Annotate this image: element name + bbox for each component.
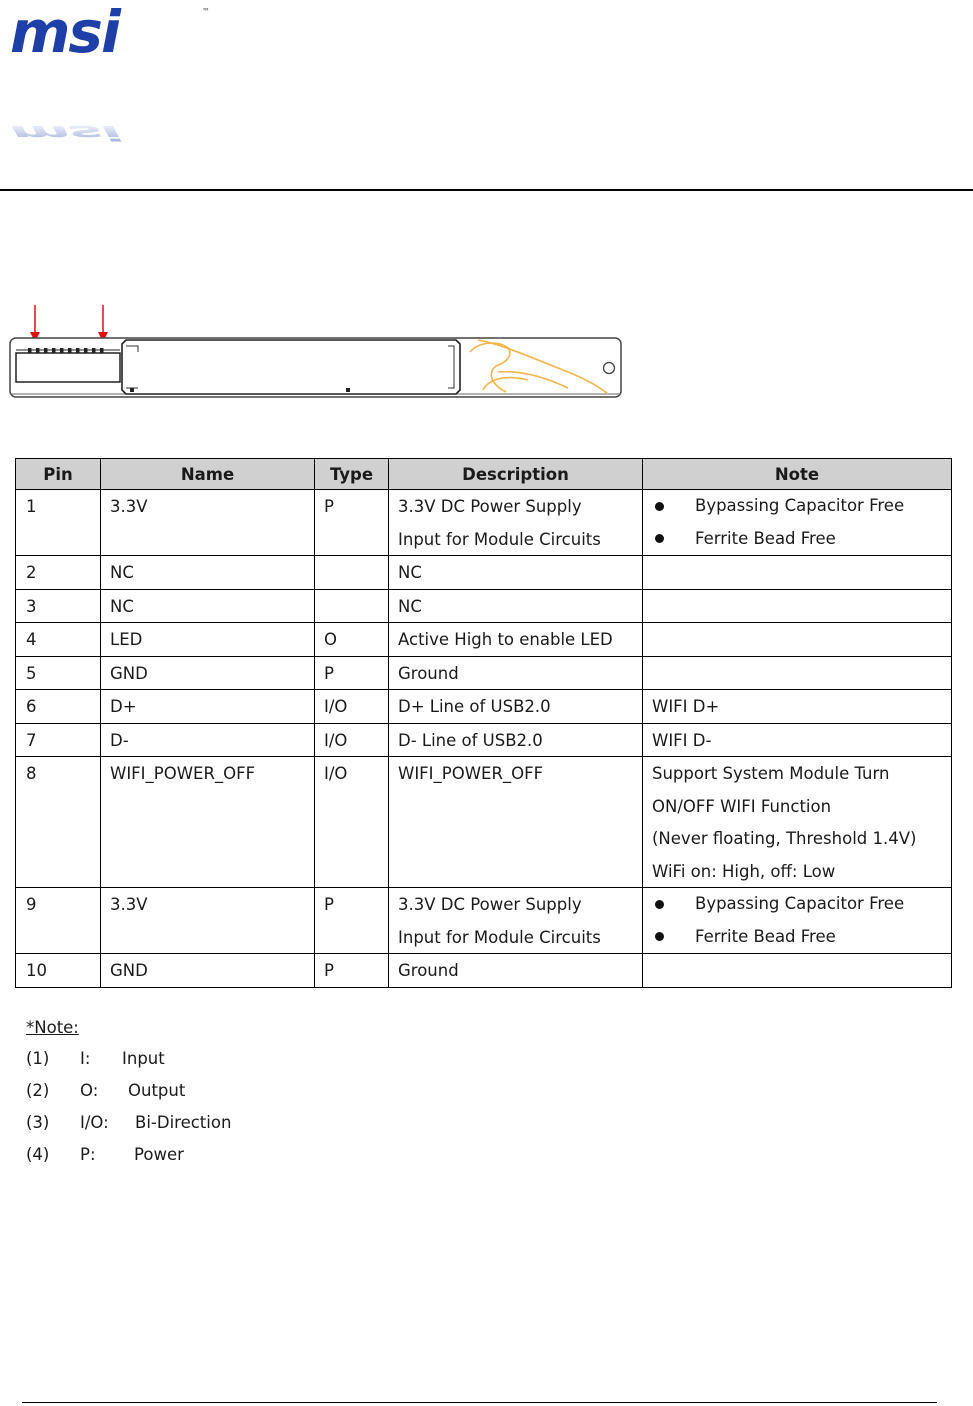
cell-note (643, 690, 952, 724)
note-item (26, 1107, 326, 1139)
note-bullet-text: Ferrite Bead Free (695, 926, 836, 946)
cell-pin (16, 656, 101, 690)
trademark-symbol: ™ (202, 7, 210, 16)
cell-description (389, 589, 643, 623)
pin-type (324, 556, 379, 589)
pin-number: 7 (26, 730, 37, 750)
table-row (16, 954, 952, 988)
bullet-icon (655, 534, 664, 543)
cell-description (389, 490, 643, 556)
cell-type (315, 690, 389, 724)
cell-pin (16, 888, 101, 954)
notes-title: *Note: (26, 1018, 79, 1037)
note-bullet-text: Ferrite Bead Free (695, 528, 836, 548)
cell-type (315, 490, 389, 556)
cell-name (101, 490, 315, 556)
table-row (16, 556, 952, 590)
pin-name: GND (110, 663, 148, 683)
pin-number: 6 (26, 697, 37, 716)
description-line: Active High to enable LED (398, 630, 613, 649)
pin-name: GND (110, 961, 148, 980)
pin-name: D- (110, 730, 129, 750)
description-line: NC (398, 596, 422, 616)
table-row (16, 690, 952, 724)
note-bullet-text: Bypassing Capacitor Free (695, 496, 905, 516)
cell-type (315, 888, 389, 954)
pin-type: P (324, 497, 334, 516)
note-code: O: (80, 1081, 99, 1100)
table-row (16, 490, 952, 556)
connector (16, 353, 120, 382)
description-line: Input for Module Circuits (398, 529, 601, 549)
note-number: (3) (26, 1113, 50, 1132)
header-note: Note (643, 459, 952, 490)
msi-logo (8, 0, 213, 145)
pin-name: NC (110, 563, 134, 582)
note-item (26, 1139, 326, 1171)
cell-type (315, 556, 389, 590)
pin-number: 8 (26, 764, 37, 783)
note-label: Bi-Direction (135, 1113, 232, 1132)
cell-name (101, 723, 315, 757)
description-line: D- Line of USB2.0 (398, 730, 543, 750)
cell-note (643, 556, 952, 590)
pin-number: 5 (26, 663, 37, 683)
cell-note (643, 623, 952, 657)
cell-type (315, 757, 389, 888)
pin-type: I/O (324, 764, 348, 783)
shield-can (122, 340, 460, 394)
cell-description (389, 556, 643, 590)
pin-name: 3.3V (110, 497, 148, 516)
note-item (26, 1075, 326, 1107)
pin-number: 3 (26, 596, 37, 616)
mounting-hole (604, 363, 615, 374)
cell-pin (16, 723, 101, 757)
cell-type (315, 623, 389, 657)
pin-number: 2 (26, 563, 37, 582)
note-label: Input (122, 1049, 165, 1068)
description-line: D+ Line of USB2.0 (398, 697, 551, 716)
bullet-icon (655, 932, 664, 941)
cell-pin (16, 954, 101, 988)
note-line: (Never floating, Threshold 1.4V) (652, 829, 917, 848)
description-line: 3.3V DC Power Supply (398, 497, 582, 516)
cell-description (389, 888, 643, 954)
module-diagram (8, 302, 624, 402)
note-bullet-text: Bypassing Capacitor Free (695, 894, 905, 914)
cell-pin (16, 757, 101, 888)
pin-name: LED (110, 630, 143, 649)
pin-type: P (324, 961, 334, 980)
cell-note (643, 589, 952, 623)
cell-name (101, 954, 315, 988)
pin-type: O (324, 630, 337, 649)
note-line: WIFI D+ (652, 697, 720, 716)
logo-reflection: msi (10, 121, 119, 145)
note-line: ON/OFF WIFI Function (652, 796, 832, 816)
cell-description (389, 723, 643, 757)
cell-name (101, 757, 315, 888)
note-line: WiFi on: High, off: Low (652, 861, 836, 881)
description-line: 3.3V DC Power Supply (398, 895, 582, 914)
note-line: Support System Module Turn (652, 764, 890, 783)
cell-description (389, 623, 643, 657)
header-name: Name (101, 459, 315, 490)
pin-number: 10 (26, 961, 47, 980)
note-number: (1) (26, 1049, 50, 1068)
note-code: I: (80, 1049, 91, 1068)
pin-number: 4 (26, 630, 37, 649)
cell-note (643, 954, 952, 988)
cell-type (315, 589, 389, 623)
note-bullet-item (652, 921, 942, 954)
description-line: Ground (398, 663, 459, 683)
note-label: Power (134, 1145, 184, 1164)
pin10-arrow (98, 305, 108, 342)
note-number: (2) (26, 1081, 50, 1100)
cell-description (389, 954, 643, 988)
cell-type (315, 723, 389, 757)
cell-note (643, 723, 952, 757)
cell-note (643, 656, 952, 690)
pin-name: NC (110, 596, 134, 616)
table-row (16, 757, 952, 888)
pin-name: WIFI_POWER_OFF (110, 764, 256, 783)
cell-type (315, 656, 389, 690)
table-row (16, 656, 952, 690)
note-line: WIFI D- (652, 730, 712, 750)
cell-description (389, 656, 643, 690)
header-rule (0, 189, 973, 191)
table-row (16, 888, 952, 954)
table-header-row (16, 459, 952, 490)
note-bullet-item (652, 490, 942, 523)
bullet-icon (655, 502, 664, 511)
note-number: (4) (26, 1145, 50, 1164)
cell-note (643, 757, 952, 888)
cell-name (101, 656, 315, 690)
pin-type: P (324, 663, 334, 683)
pin-table (15, 458, 952, 988)
note-item (26, 1043, 326, 1075)
pin-number: 1 (26, 497, 37, 516)
notes-section (26, 1011, 326, 1171)
pin1-arrow (30, 305, 40, 342)
bullet-icon (655, 900, 664, 909)
header-pin: Pin (16, 459, 101, 490)
pin-name: D+ (110, 697, 137, 716)
cell-description (389, 690, 643, 724)
description-line: Input for Module Circuits (398, 927, 601, 947)
cell-name (101, 888, 315, 954)
header-description: Description (389, 459, 643, 490)
cell-pin (16, 556, 101, 590)
pin-type: I/O (324, 697, 348, 716)
cell-name (101, 589, 315, 623)
description-line: WIFI_POWER_OFF (398, 764, 544, 783)
footer-rule (22, 1402, 937, 1403)
cell-note (643, 888, 952, 954)
pin-type: P (324, 895, 334, 914)
note-code: I/O: (80, 1113, 109, 1132)
description-line: Ground (398, 961, 459, 980)
pin-type (324, 590, 379, 623)
description-line: NC (398, 563, 422, 582)
cell-name (101, 556, 315, 590)
cell-pin (16, 623, 101, 657)
note-bullet-item (652, 523, 942, 556)
cell-type (315, 954, 389, 988)
cell-pin (16, 690, 101, 724)
pin-type: I/O (324, 730, 348, 750)
logo-text: msi (10, 0, 119, 66)
cell-pin (16, 589, 101, 623)
table-row (16, 589, 952, 623)
note-bullet-item (652, 888, 942, 921)
table-row (16, 623, 952, 657)
pin-name: 3.3V (110, 895, 148, 914)
cell-description (389, 757, 643, 888)
cell-name (101, 690, 315, 724)
note-label: Output (128, 1081, 186, 1100)
cell-name (101, 623, 315, 657)
note-code: P: (80, 1145, 96, 1164)
pin-number: 9 (26, 895, 37, 914)
cell-note (643, 490, 952, 556)
header-type: Type (315, 459, 389, 490)
cell-pin (16, 490, 101, 556)
table-row (16, 723, 952, 757)
